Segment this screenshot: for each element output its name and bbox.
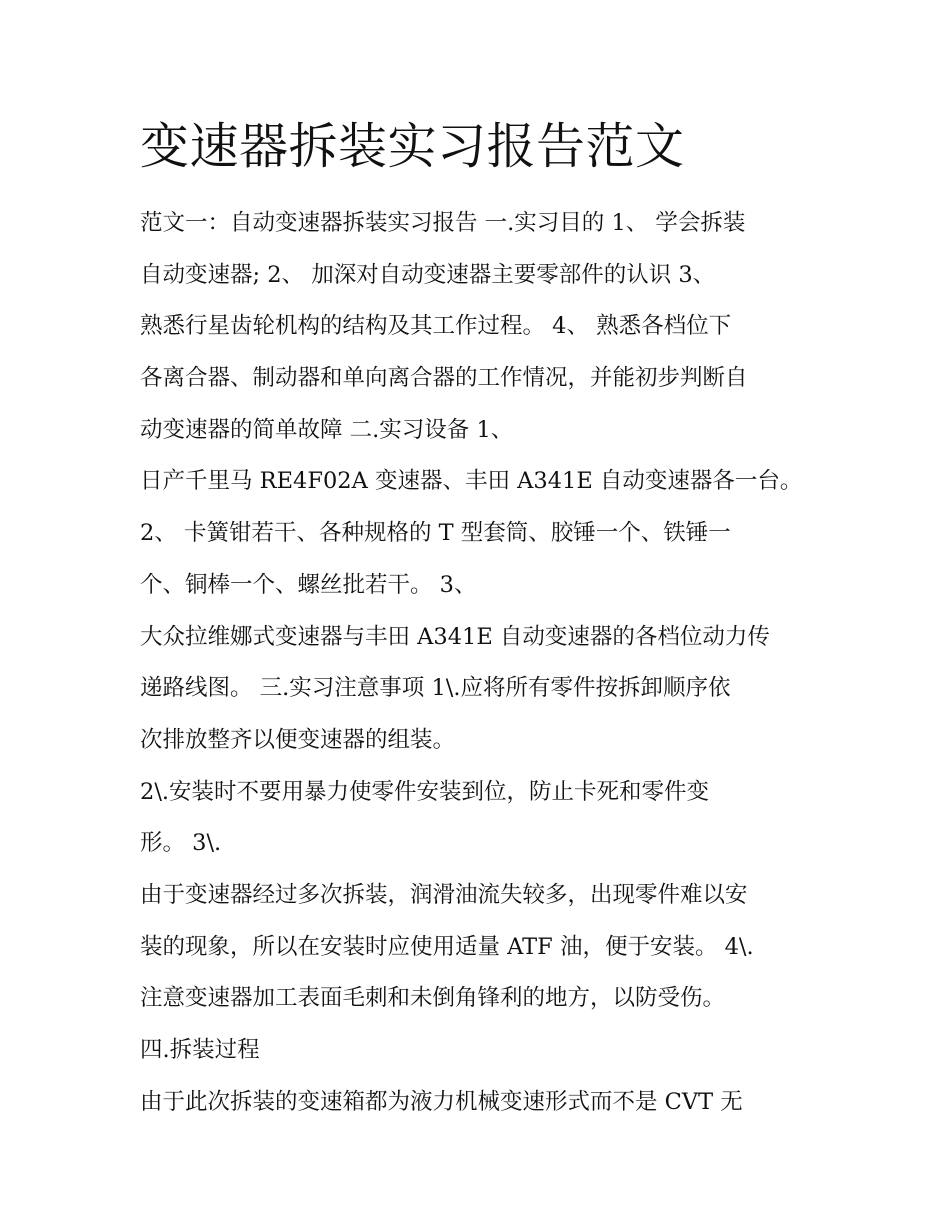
text-line: 大众拉维娜式变速器与丰田 A341E 自动变速器的各档位动力传 bbox=[140, 623, 770, 650]
text-line: 递路线图。 三.实习注意事项 1\.应将所有零件按拆卸顺序依 bbox=[140, 675, 731, 702]
document-title: 变速器拆装实习报告范文 bbox=[140, 118, 685, 175]
text-line: 注意变速器加工表面毛刺和未倒角锋利的地方，以防受伤。 bbox=[140, 985, 726, 1012]
text-line: 装的现象，所以在安装时应使用适量 ATF 油，便于安装。 4\. bbox=[140, 933, 754, 960]
text-line: 形。 3\. bbox=[140, 830, 222, 857]
text-line: 由于变速器经过多次拆装，润滑油流失较多，出现零件难以安 bbox=[140, 881, 748, 908]
section-heading: 四.拆装过程 bbox=[140, 1037, 260, 1063]
text-line: 次排放整齐以便变速器的组装。 bbox=[140, 726, 456, 753]
text-line: 范文一：自动变速器拆装实习报告 一.实习目的 1、 学会拆装 bbox=[140, 210, 746, 236]
text-line: 自动变速器; 2、 加深对自动变速器主要零部件的认识 3、 bbox=[140, 261, 716, 288]
text-line: 2\.安装时不要用暴力使零件安装到位，防止卡死和零件变 bbox=[140, 778, 710, 805]
text-line: 熟悉行星齿轮机构的结构及其工作过程。 4、 熟悉各档位下 bbox=[140, 313, 732, 340]
text-line: 各离合器、制动器和单向离合器的工作情况，并能初步判断自 bbox=[140, 365, 748, 392]
text-line: 由于此次拆装的变速箱都为液力机械变速形式而不是 CVT 无 bbox=[140, 1088, 743, 1115]
text-line: 2、 卡簧钳若干、各种规格的 T 型套筒、胶锤一个、铁锤一 bbox=[140, 520, 731, 547]
text-line: 日产千里马 RE4F02A 变速器、丰田 A341E 自动变速器各一台。 bbox=[140, 468, 803, 495]
text-line: 动变速器的简单故障 二.实习设备 1、 bbox=[140, 416, 514, 443]
text-line: 个、铜棒一个、螺丝批若干。 3、 bbox=[140, 571, 477, 598]
document-body bbox=[140, 198, 830, 1128]
